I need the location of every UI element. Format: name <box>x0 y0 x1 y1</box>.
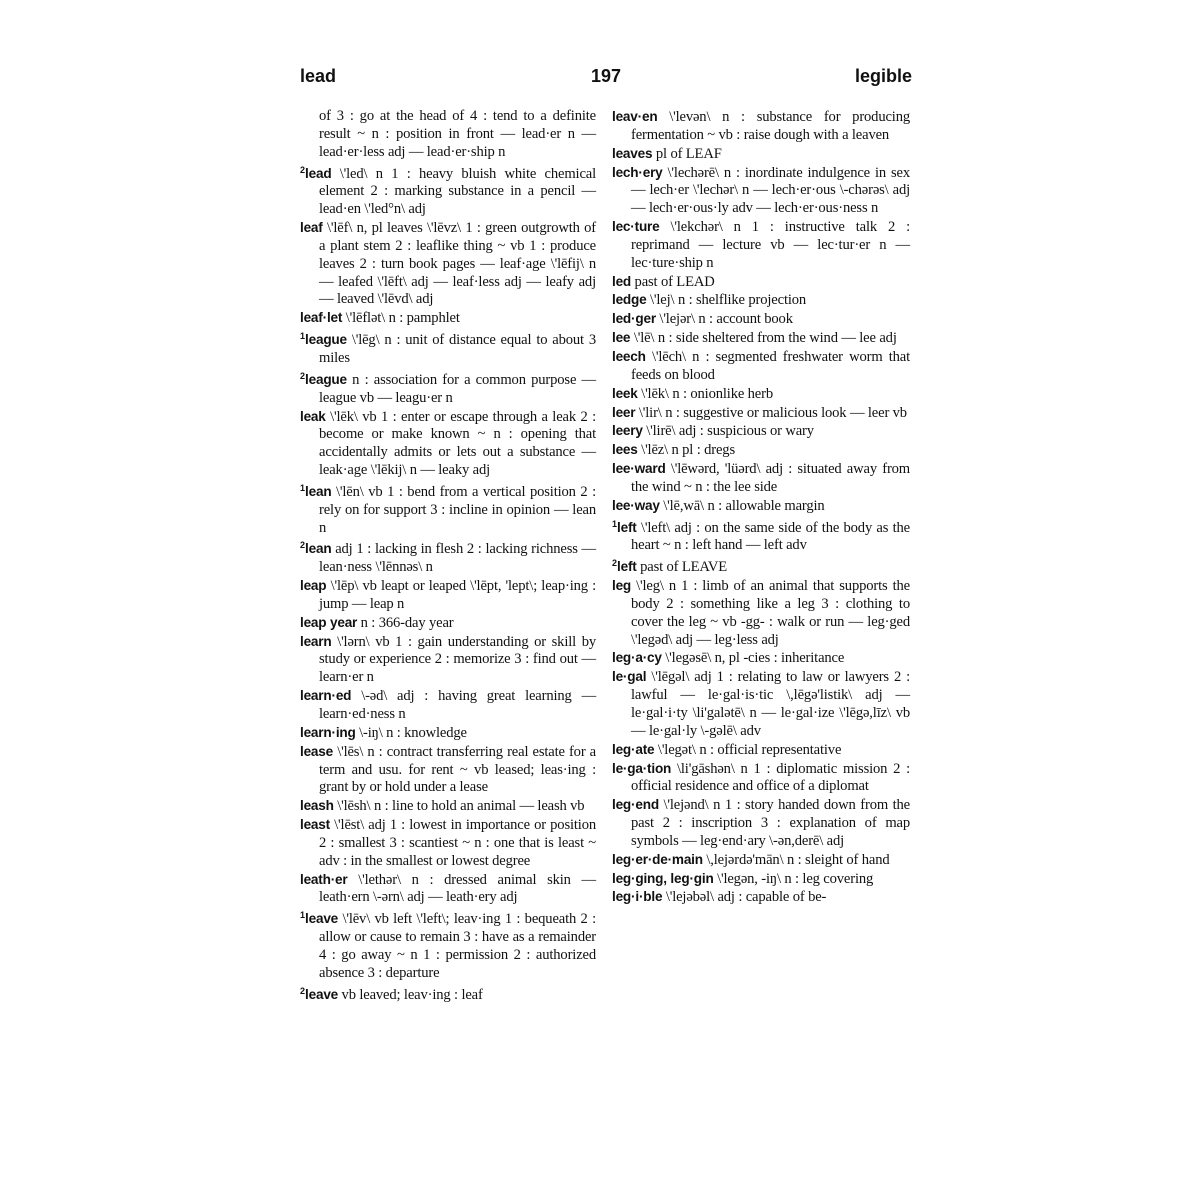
dictionary-entry <box>612 460 910 497</box>
headword: lease <box>300 743 334 759</box>
dictionary-entry <box>300 907 596 982</box>
entry-definition: \'lej\ n : shelflike projection <box>650 292 807 309</box>
headword: leech <box>612 348 646 364</box>
homograph-number: 1 <box>300 482 306 493</box>
dictionary-entry <box>300 162 596 220</box>
headword: le·ga·tion <box>612 760 672 776</box>
entry-definition: \'lēst\ adj 1 : lowest in importance or position 2 : smallest 3 : scantiest ~ n : one that is least ~ adv : in the smallest or lowest degree <box>319 817 596 869</box>
dictionary-entry <box>300 724 596 743</box>
dictionary-entry <box>300 871 596 908</box>
dictionary-entry <box>300 687 596 724</box>
dictionary-entry <box>612 422 910 441</box>
headword: learn·ing <box>300 724 356 740</box>
entry-definition: \'lēflət\ n : pamphlet <box>345 310 460 327</box>
entry-definition: \'lejəbəl\ adj : capable of be- <box>665 889 827 906</box>
dictionary-entry <box>612 870 910 889</box>
headword: led·ger <box>612 311 656 327</box>
headword: league <box>305 332 347 348</box>
headword: leak <box>300 408 326 424</box>
dictionary-entry <box>612 796 910 851</box>
entry-definition: \,lejərdə'mān\ n : sleight of hand <box>706 851 890 868</box>
entry-definition: \'lēsh\ n : line to hold an animal — leash vb <box>337 798 585 815</box>
dictionary-entry <box>612 441 910 460</box>
entry-definition: \'lechərē\ n : inordinate indulgence in sex — lech·er \'lechər\ n — lech·er·ous \-chərəs\ adj — lech·er·ous·ly adv — lech·er·ous·ness n <box>631 164 911 217</box>
headword: leg·i·ble <box>612 889 663 905</box>
dictionary-entry <box>612 555 910 577</box>
entry-definition: \'lē,wā\ n : allowable margin <box>663 497 825 514</box>
headword: lech·ery <box>612 164 663 180</box>
entry-definition: pl of LEAF <box>655 145 722 162</box>
entry-definition: past of LEAVE <box>640 559 728 576</box>
entry-definition: \'lēs\ n : contract transferring real estate for a term and usu. for rent ~ vb leased; leas·ing : grant by or hold under a lease <box>319 743 596 796</box>
dictionary-entry <box>612 851 910 870</box>
headword: leery <box>612 423 643 439</box>
entry-definition: \'lekchər\ n 1 : instructive talk 2 : reprimand — lecture vb — lec·tur·er n — lec·ture·ship n <box>631 219 911 271</box>
entry-definition: \'lejənd\ n 1 : story handed down from the past 2 : inscription 3 : explanation of map symbols — leg·end·ary \-ən,derē\ adj <box>631 797 911 849</box>
dictionary-entry <box>300 219 596 309</box>
dictionary-entry <box>300 614 596 633</box>
entry-definition: \'lēk\ vb 1 : enter or escape through a leak 2 : become or make known ~ n : opening that accidentally admits or lets out a substance — leak·age \'lēkij\ n — leaky adj <box>319 408 596 479</box>
dictionary-entry <box>300 577 596 614</box>
headword: lean <box>305 541 332 557</box>
entry-definition: \'lēv\ vb left \'left\; leav·ing 1 : bequeath 2 : allow or cause to remain 3 : have as a remainder 4 : go away ~ n 1 : permission 2 : authorized absence 3 : departure <box>319 911 596 981</box>
entry-definition: \'lēk\ n : onionlike herb <box>641 385 773 402</box>
entry-definition: \'lēn\ vb 1 : bend from a vertical position 2 : rely on for support 3 : incline in opinion — lean n <box>319 483 597 536</box>
headword: learn <box>300 633 332 649</box>
headword: leg·er·de·main <box>612 851 703 867</box>
entry-definition: \'lēwərd, 'lüərd\ adj : situated away from the wind ~ n : the lee side <box>631 461 911 495</box>
dictionary-entry <box>612 649 910 668</box>
entry-definition: n : association for a common purpose — league vb — leagu·er n <box>319 371 596 406</box>
dictionary-entry <box>612 273 910 292</box>
entry-definition: \'lēp\ vb leapt or leaped \'lēpt, 'lept\; leap·ing : jump — leap n <box>319 578 597 612</box>
headword: leg·a·cy <box>612 650 662 666</box>
dictionary-entry <box>300 797 596 816</box>
entry-definition: \'left\ adj : on the same side of the body as the heart ~ n : left hand — left adv <box>631 519 910 554</box>
entry-definition: \'legən, -iŋ\ n : leg covering <box>717 870 874 887</box>
dictionary-entry <box>612 577 910 649</box>
entry-definition: \'lēf\ n, pl leaves \'lēvz\ 1 : green outgrowth of a plant stem 2 : leaflike thing ~ vb 1 : produce leaves 2 : turn book pages — leaf·age \'lēfij\ n — leafed \'lēft\ adj — leaf·less adj — leafy adj — leaved \'lēvd\ adj <box>319 220 596 308</box>
homograph-number: 2 <box>300 164 306 175</box>
headword: lees <box>612 442 638 458</box>
entry-definition: \'legət\ n : official representative <box>657 741 842 758</box>
dictionary-entry <box>300 309 596 328</box>
headword: leave <box>305 911 339 927</box>
headword: leap year <box>300 614 358 630</box>
headword: left <box>617 559 637 575</box>
headword: lee·ward <box>612 461 666 477</box>
dictionary-entry <box>612 291 910 310</box>
entry-definition: \'lir\ n : suggestive or malicious look — leer vb <box>638 404 907 421</box>
headword: leer <box>612 404 636 420</box>
guide-word-left: lead <box>300 66 337 86</box>
dictionary-entry <box>612 310 910 329</box>
dictionary-entry <box>300 743 596 798</box>
headword: league <box>305 371 347 387</box>
dictionary-entry <box>612 218 910 273</box>
dictionary-entry <box>612 348 910 385</box>
entry-definition: \'levən\ n : substance for producing fermentation ~ vb : raise dough with a leaven <box>631 109 910 143</box>
entry-definition: past of LEAD <box>634 273 715 290</box>
headword: leap <box>300 578 327 594</box>
homograph-number: 1 <box>612 518 618 529</box>
entry-definition: \'lərn\ vb 1 : gain understanding or skill by study or experience 2 : memorize 3 : find out — learn·er n <box>319 633 596 686</box>
headword: leave <box>305 986 339 1002</box>
left-column <box>300 108 596 1005</box>
dictionary-entry <box>612 404 910 423</box>
entry-definition: \'lirē\ adj : suspicious or wary <box>646 423 814 440</box>
entry-definition: n : 366-day year <box>360 614 454 631</box>
headword: leath·er <box>300 871 348 887</box>
homograph-number: 2 <box>612 558 618 569</box>
entry-definition: \'lejər\ n : account book <box>659 311 793 328</box>
headword: led <box>612 273 632 289</box>
dictionary-entry <box>612 145 910 164</box>
headword: ledge <box>612 292 647 308</box>
dictionary-entry <box>612 108 910 145</box>
headword: lean <box>305 483 332 499</box>
headword: leek <box>612 385 638 401</box>
homograph-number: 2 <box>300 370 306 381</box>
entry-definition: \'led\ n 1 : heavy bluish white chemical element 2 : marking substance in a pencil — lead·en \'led°n\ adj <box>319 165 597 218</box>
dictionary-entry <box>300 368 596 408</box>
dictionary-entry <box>300 328 596 368</box>
guide-word-right: legible <box>854 66 912 86</box>
entry-definition: \-əd\ adj : having great learning — learn·ed·ness n <box>319 688 597 722</box>
headword: leg·end <box>612 797 659 813</box>
entry-definition: \-iŋ\ n : knowledge <box>359 724 467 741</box>
entry-definition: of 3 : go at the head of 4 : tend to a definite result ~ n : position in front — lead·er n — lead·er·less adj — lead·er·ship n <box>319 108 596 160</box>
dictionary-entry <box>300 633 596 688</box>
headword: leaves <box>612 145 653 161</box>
homograph-number: 1 <box>300 331 306 342</box>
dictionary-entry <box>300 408 596 480</box>
entry-definition: \'legəsē\ n, pl -cies : inheritance <box>665 650 845 667</box>
entry-definition: \'lē\ n : side sheltered from the wind — lee adj <box>633 330 897 347</box>
headword: leaf·let <box>300 310 343 326</box>
headword: leaf <box>300 220 323 236</box>
page-number: 197 <box>590 66 622 86</box>
headword: leash <box>300 798 334 814</box>
dictionary-entry <box>612 385 910 404</box>
headword: lee·way <box>612 497 660 513</box>
entry-definition: \'lethər\ n : dressed animal skin — leath·ern \-ərn\ adj — leath·ery adj <box>319 871 596 906</box>
dictionary-entry <box>300 480 596 538</box>
dictionary-entry <box>300 108 596 162</box>
entry-definition: \'lēz\ n pl : dregs <box>641 442 735 459</box>
headword: leg·ging, leg·gin <box>612 870 714 886</box>
dictionary-entry <box>612 760 910 797</box>
entry-definition: \'leg\ n 1 : limb of an animal that supports the body 2 : something like a leg 3 : clothing to cover the leg ~ vb -gg- : walk or run — leg·ged \'legəd\ adj — leg·less adj <box>631 578 910 648</box>
dictionary-entry <box>612 329 910 348</box>
dictionary-entry <box>612 516 910 556</box>
headword: lead <box>305 165 332 181</box>
dictionary-entry <box>300 816 596 871</box>
dictionary-entry <box>612 497 910 516</box>
page-header <box>300 66 912 94</box>
dictionary-entry <box>300 983 596 1005</box>
headword: learn·ed <box>300 688 352 704</box>
dictionary-entry <box>612 668 910 740</box>
entry-definition: \'lēg\ n : unit of distance equal to about 3 miles <box>319 332 597 366</box>
entry-definition: \'lēgəl\ adj 1 : relating to law or lawyers 2 : lawful — le·gal·is·tic \,lēgə'listik\ adj — le·gal·i·ty \li'galətē\ n — le·gal·ize \'lēgə,līz\ vb — le·gal·ly \-gəlē\ adv <box>631 669 911 739</box>
headword: lec·ture <box>612 219 660 235</box>
dictionary-entry <box>300 537 596 577</box>
headword: le·gal <box>612 669 647 685</box>
homograph-number: 2 <box>300 985 306 996</box>
dictionary-entry <box>612 164 910 219</box>
entry-definition: adj 1 : lacking in flesh 2 : lacking richness — lean·ness \'lēnnəs\ n <box>319 541 596 576</box>
headword: least <box>300 817 330 833</box>
right-column <box>612 108 910 907</box>
headword: leg <box>612 578 632 594</box>
dictionary-entry <box>612 741 910 760</box>
entry-definition: vb leaved; leav·ing : leaf <box>341 986 483 1003</box>
headword: leg·ate <box>612 741 655 757</box>
headword: lee <box>612 330 631 346</box>
entry-definition: \li'gāshən\ n 1 : diplomatic mission 2 : official residence and office of a diplomat <box>631 760 910 795</box>
headword: leav·en <box>612 109 658 124</box>
headword: left <box>617 519 637 535</box>
dictionary-entry <box>612 888 910 907</box>
homograph-number: 1 <box>300 910 306 921</box>
entry-definition: \'lēch\ n : segmented freshwater worm that feeds on blood <box>631 348 910 383</box>
homograph-number: 2 <box>300 540 306 551</box>
